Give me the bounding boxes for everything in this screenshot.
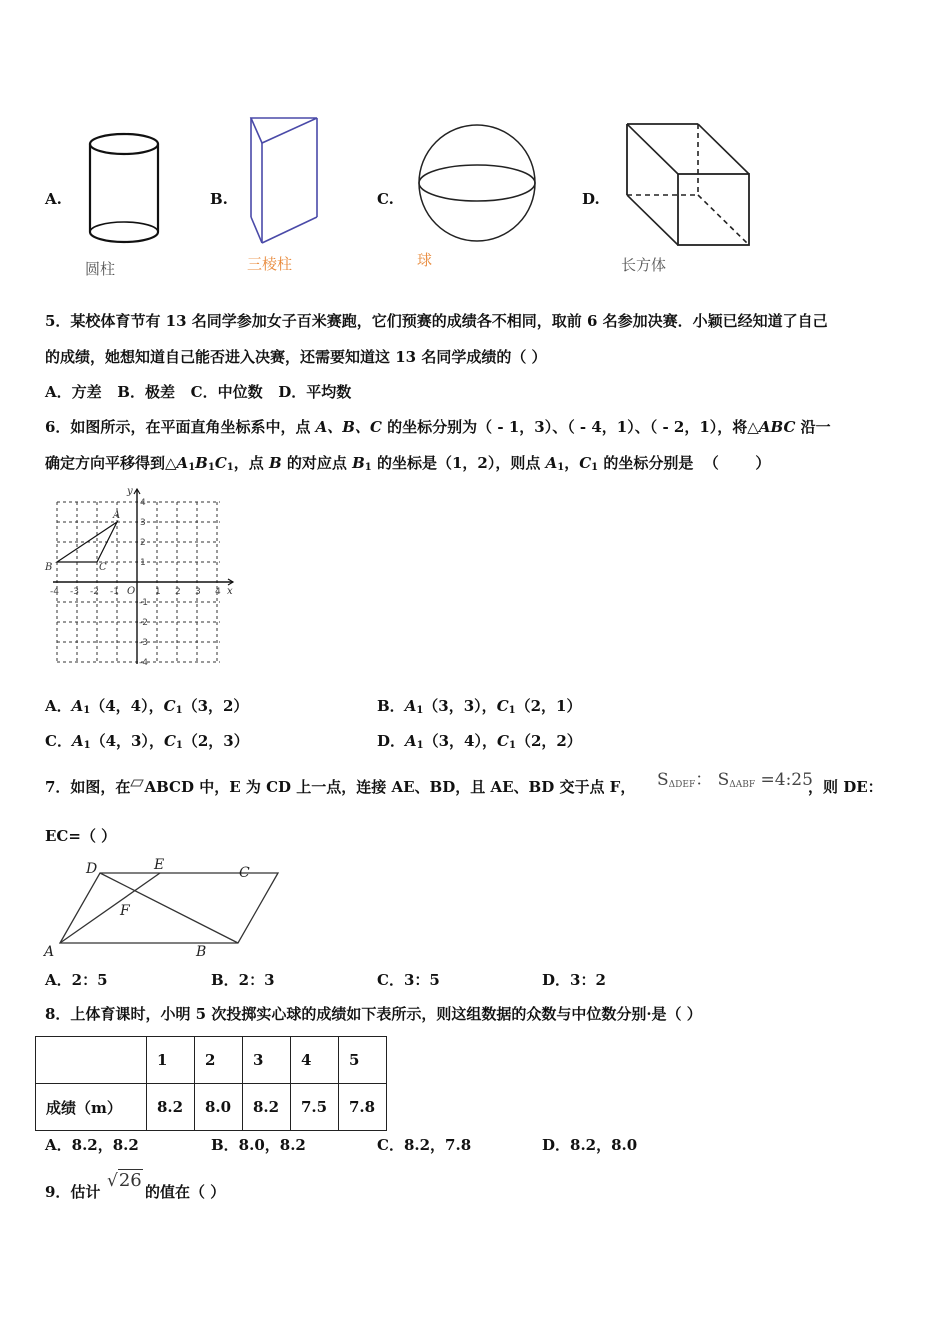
q6-option-d: D．$A_1(3$，4），$C_1(2$，2） <box>377 732 582 751</box>
svg-text:1: 1 <box>140 558 146 568</box>
svg-text:-4: -4 <box>139 658 148 668</box>
q4-caption-cuboid: 长方体 <box>621 256 667 274</box>
coordinate-grid-figure <box>45 484 245 669</box>
svg-text:-1: -1 <box>139 598 148 608</box>
q6-stem-line1: 6．如图所示，在平面直角坐标系中，点 A、B、C 的坐标分别为（ - 1，3）、（ - 4，1）、（ - 2，1），将△ABC 沿一 <box>45 418 831 436</box>
q6-option-b: B．$A_1(3$，3），$C_1(2$，1） <box>377 697 582 716</box>
svg-text:F: F <box>120 903 130 919</box>
svg-text:O: O <box>127 586 136 597</box>
cuboid-figure <box>626 123 752 248</box>
q7-stem-line1-end: ，则 DE： <box>808 778 883 796</box>
q9-stem-prefix: 9．估计 <box>45 1183 101 1201</box>
q7-option-d: D．3：2 <box>542 971 606 989</box>
cylinder-figure <box>88 132 163 252</box>
svg-text:D: D <box>86 861 98 877</box>
svg-text:3: 3 <box>140 518 146 528</box>
q4-option-b-letter: B. <box>210 190 228 208</box>
svg-text:-2: -2 <box>90 587 99 597</box>
svg-text:E: E <box>154 857 165 873</box>
table-row: 成绩（m） 8.2 8.0 8.2 7.5 7.8 <box>36 1084 387 1131</box>
q7-option-a: A．2：5 <box>45 971 108 989</box>
svg-text:1: 1 <box>155 587 161 597</box>
svg-text:C: C <box>239 865 250 881</box>
x-axis-label: x <box>227 586 233 597</box>
svg-text:-1: -1 <box>110 587 119 597</box>
svg-text:-3: -3 <box>139 638 148 648</box>
y-axis-label: y <box>127 486 133 497</box>
q4-caption-prism: 三棱柱 <box>247 255 293 273</box>
svg-text:4: 4 <box>215 587 221 597</box>
q8-option-b: B．8.0，8.2 <box>211 1136 306 1154</box>
svg-text:-4: -4 <box>50 587 59 597</box>
sphere-figure <box>418 125 538 243</box>
q8-option-d: D．8.2，8.0 <box>542 1136 638 1154</box>
q8-score-table <box>35 1036 387 1131</box>
svg-text:A: A <box>113 510 121 521</box>
svg-text:3: 3 <box>195 587 201 597</box>
q4-caption-sphere: 球 <box>417 251 433 269</box>
q7-stem-line2: EC=（ ） <box>45 827 117 845</box>
q6-option-c: C．$A_1(4$，3），$C_1(2$，3） <box>45 732 249 751</box>
parallelogram-figure <box>44 855 259 960</box>
svg-text:B: B <box>45 562 53 573</box>
q7-area-ratio: $S_{\Delta DEF}$： $S_{\Delta ABF}$ =4:25 <box>657 770 813 790</box>
q6-stem-line2: 确定方向平移得到$\triangle A_1B_1C_1$，点 B 的对应点 $B_1$ 的坐标是（1，2），则点 $A_1$，$C_1$ 的坐标分别是 （ ） <box>45 454 771 473</box>
q5-options: A．方差 B．极差 C．中位数 D．平均数 <box>45 383 352 401</box>
parallelogram-symbol-icon <box>130 777 144 789</box>
q8-stem: 8．上体育课时，小明 5 次投掷实心球的成绩如下表所示，则这组数据的众数与中位数分别·是（ ） <box>45 1005 702 1023</box>
svg-text:2: 2 <box>140 538 146 548</box>
svg-text:C: C <box>99 562 107 573</box>
q8-option-c: C．8.2，7.8 <box>377 1136 472 1154</box>
svg-text:4: 4 <box>140 498 146 508</box>
q8-option-a: A．8.2，8.2 <box>45 1136 139 1154</box>
q7-option-c: C．3：5 <box>377 971 440 989</box>
q6-option-a: A．$A_1(4$，4），$C_1(3$，2） <box>45 697 249 716</box>
q9-stem-suffix: 的值在（ ） <box>145 1183 226 1201</box>
q4-caption-cylinder: 圆柱 <box>85 260 116 278</box>
svg-text:-2: -2 <box>139 618 148 628</box>
q4-option-d-letter: D. <box>582 190 600 208</box>
q7-option-b: B．2：3 <box>211 971 275 989</box>
q7-stem-line1: 7．如图，在 ABCD 中，E 为 CD 上一点，连接 AE、BD，且 AE、BD 交于点 F， <box>45 778 636 796</box>
q5-stem-line1: 5．某校体育节有 13 名同学参加女子百米赛跑，它们预赛的成绩各不相同，取前 6 名参加决赛．小颖已经知道了自己 <box>45 312 828 330</box>
svg-text:B: B <box>196 944 207 960</box>
q4-option-c-letter: C. <box>377 190 394 208</box>
table-header-row: 1 2 3 4 5 <box>36 1037 387 1084</box>
q4-option-a-letter: A. <box>45 190 62 208</box>
q9-sqrt-expression: √26 <box>107 1170 142 1191</box>
svg-text:2: 2 <box>175 587 181 597</box>
q5-stem-line2: 的成绩，她想知道自己能否进入决赛，还需要知道这 13 名同学成绩的（ ） <box>45 348 547 366</box>
svg-text:-3: -3 <box>70 587 79 597</box>
triangular-prism-figure <box>250 117 320 247</box>
svg-text:A: A <box>44 944 55 960</box>
